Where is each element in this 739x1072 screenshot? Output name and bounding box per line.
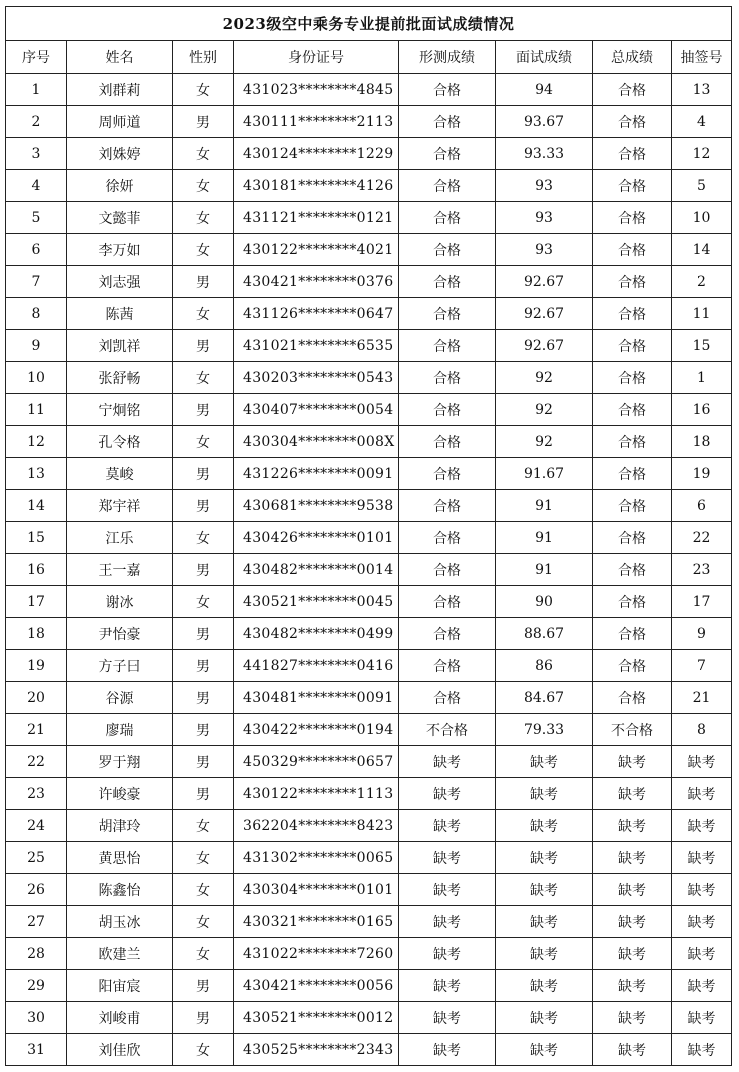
cell-lot-number: 23 xyxy=(672,554,732,586)
cell-name: 刘峻甫 xyxy=(67,1002,173,1034)
cell-physical-test: 缺考 xyxy=(399,874,496,906)
column-header-interview-score: 面试成绩 xyxy=(496,41,593,74)
cell-physical-test: 合格 xyxy=(399,298,496,330)
cell-interview-score: 缺考 xyxy=(496,810,593,842)
table-row xyxy=(6,234,732,266)
cell-interview-score: 92.67 xyxy=(496,298,593,330)
cell-total-result: 合格 xyxy=(593,458,672,490)
cell-gender: 男 xyxy=(173,458,234,490)
cell-total-result: 合格 xyxy=(593,266,672,298)
cell-name: 阳宙宸 xyxy=(67,970,173,1002)
cell-index: 14 xyxy=(6,490,67,522)
cell-id-number: 430422********0194 xyxy=(234,714,399,746)
cell-id-number: 430122********4021 xyxy=(234,234,399,266)
table-row xyxy=(6,138,732,170)
cell-index: 17 xyxy=(6,586,67,618)
cell-total-result: 合格 xyxy=(593,554,672,586)
cell-gender: 男 xyxy=(173,106,234,138)
cell-total-result: 合格 xyxy=(593,330,672,362)
cell-gender: 女 xyxy=(173,586,234,618)
table-row xyxy=(6,682,732,714)
cell-index: 12 xyxy=(6,426,67,458)
cell-gender: 男 xyxy=(173,1002,234,1034)
cell-id-number: 430481********0091 xyxy=(234,682,399,714)
cell-lot-number: 5 xyxy=(672,170,732,202)
cell-index: 15 xyxy=(6,522,67,554)
table-row xyxy=(6,554,732,586)
header-row xyxy=(6,41,732,74)
cell-interview-score: 93.33 xyxy=(496,138,593,170)
cell-interview-score: 92 xyxy=(496,362,593,394)
cell-gender: 男 xyxy=(173,490,234,522)
table-row xyxy=(6,202,732,234)
cell-id-number: 430124********1229 xyxy=(234,138,399,170)
cell-gender: 女 xyxy=(173,842,234,874)
cell-physical-test: 合格 xyxy=(399,266,496,298)
cell-index: 28 xyxy=(6,938,67,970)
cell-lot-number: 缺考 xyxy=(672,842,732,874)
cell-index: 13 xyxy=(6,458,67,490)
score-sheet xyxy=(5,6,731,1066)
cell-lot-number: 缺考 xyxy=(672,1034,732,1066)
cell-lot-number: 7 xyxy=(672,650,732,682)
cell-name: 欧建兰 xyxy=(67,938,173,970)
cell-total-result: 合格 xyxy=(593,394,672,426)
cell-physical-test: 合格 xyxy=(399,202,496,234)
cell-id-number: 450329********0657 xyxy=(234,746,399,778)
cell-total-result: 缺考 xyxy=(593,746,672,778)
cell-interview-score: 缺考 xyxy=(496,874,593,906)
column-header-id-number: 身份证号 xyxy=(234,41,399,74)
cell-index: 27 xyxy=(6,906,67,938)
cell-interview-score: 缺考 xyxy=(496,778,593,810)
cell-interview-score: 94 xyxy=(496,74,593,106)
cell-name: 刘群莉 xyxy=(67,74,173,106)
cell-total-result: 合格 xyxy=(593,522,672,554)
cell-index: 2 xyxy=(6,106,67,138)
cell-total-result: 缺考 xyxy=(593,970,672,1002)
cell-lot-number: 11 xyxy=(672,298,732,330)
column-header-physical-test: 形测成绩 xyxy=(399,41,496,74)
cell-name: 许峻豪 xyxy=(67,778,173,810)
cell-lot-number: 缺考 xyxy=(672,938,732,970)
cell-total-result: 不合格 xyxy=(593,714,672,746)
cell-physical-test: 合格 xyxy=(399,362,496,394)
table-row xyxy=(6,618,732,650)
cell-lot-number: 缺考 xyxy=(672,1002,732,1034)
cell-name: 刘志强 xyxy=(67,266,173,298)
cell-index: 16 xyxy=(6,554,67,586)
cell-total-result: 合格 xyxy=(593,234,672,266)
cell-total-result: 缺考 xyxy=(593,778,672,810)
cell-index: 7 xyxy=(6,266,67,298)
cell-lot-number: 12 xyxy=(672,138,732,170)
cell-id-number: 431121********0121 xyxy=(234,202,399,234)
cell-interview-score: 93.67 xyxy=(496,106,593,138)
cell-name: 江乐 xyxy=(67,522,173,554)
column-header-index: 序号 xyxy=(6,41,67,74)
cell-index: 3 xyxy=(6,138,67,170)
cell-id-number: 430304********0101 xyxy=(234,874,399,906)
cell-total-result: 合格 xyxy=(593,298,672,330)
table-row xyxy=(6,330,732,362)
cell-gender: 男 xyxy=(173,266,234,298)
cell-total-result: 合格 xyxy=(593,618,672,650)
cell-gender: 女 xyxy=(173,874,234,906)
cell-interview-score: 缺考 xyxy=(496,1002,593,1034)
table-row xyxy=(6,810,732,842)
cell-lot-number: 9 xyxy=(672,618,732,650)
cell-lot-number: 19 xyxy=(672,458,732,490)
cell-physical-test: 缺考 xyxy=(399,1034,496,1066)
cell-id-number: 430407********0054 xyxy=(234,394,399,426)
cell-lot-number: 22 xyxy=(672,522,732,554)
cell-total-result: 合格 xyxy=(593,170,672,202)
title-row xyxy=(6,7,732,41)
cell-id-number: 430482********0014 xyxy=(234,554,399,586)
cell-lot-number: 2 xyxy=(672,266,732,298)
cell-name: 莫峻 xyxy=(67,458,173,490)
cell-total-result: 缺考 xyxy=(593,842,672,874)
cell-physical-test: 合格 xyxy=(399,234,496,266)
cell-total-result: 合格 xyxy=(593,586,672,618)
table-row xyxy=(6,746,732,778)
table-row xyxy=(6,714,732,746)
cell-id-number: 430304********008X xyxy=(234,426,399,458)
cell-physical-test: 合格 xyxy=(399,650,496,682)
cell-physical-test: 合格 xyxy=(399,586,496,618)
cell-index: 23 xyxy=(6,778,67,810)
cell-physical-test: 缺考 xyxy=(399,938,496,970)
column-header-gender: 性别 xyxy=(173,41,234,74)
cell-lot-number: 1 xyxy=(672,362,732,394)
cell-name: 徐妍 xyxy=(67,170,173,202)
cell-name: 廖瑞 xyxy=(67,714,173,746)
cell-total-result: 合格 xyxy=(593,682,672,714)
cell-gender: 男 xyxy=(173,650,234,682)
cell-total-result: 合格 xyxy=(593,202,672,234)
cell-index: 10 xyxy=(6,362,67,394)
table-row xyxy=(6,970,732,1002)
cell-name: 胡津玲 xyxy=(67,810,173,842)
cell-physical-test: 合格 xyxy=(399,106,496,138)
cell-lot-number: 8 xyxy=(672,714,732,746)
cell-lot-number: 缺考 xyxy=(672,810,732,842)
cell-name: 胡玉冰 xyxy=(67,906,173,938)
cell-physical-test: 合格 xyxy=(399,426,496,458)
table-row xyxy=(6,394,732,426)
cell-gender: 女 xyxy=(173,906,234,938)
cell-id-number: 431302********0065 xyxy=(234,842,399,874)
table-row xyxy=(6,522,732,554)
cell-id-number: 431023********4845 xyxy=(234,74,399,106)
cell-physical-test: 合格 xyxy=(399,522,496,554)
cell-id-number: 430321********0165 xyxy=(234,906,399,938)
table-row xyxy=(6,298,732,330)
cell-lot-number: 21 xyxy=(672,682,732,714)
cell-name: 谷源 xyxy=(67,682,173,714)
cell-lot-number: 缺考 xyxy=(672,906,732,938)
cell-gender: 男 xyxy=(173,394,234,426)
cell-lot-number: 10 xyxy=(672,202,732,234)
cell-lot-number: 缺考 xyxy=(672,746,732,778)
cell-index: 21 xyxy=(6,714,67,746)
cell-id-number: 430111********2113 xyxy=(234,106,399,138)
cell-gender: 女 xyxy=(173,170,234,202)
cell-lot-number: 4 xyxy=(672,106,732,138)
column-header-total-result: 总成绩 xyxy=(593,41,672,74)
cell-id-number: 430521********0045 xyxy=(234,586,399,618)
cell-lot-number: 17 xyxy=(672,586,732,618)
table-row xyxy=(6,842,732,874)
cell-total-result: 合格 xyxy=(593,426,672,458)
table-row xyxy=(6,170,732,202)
table-row xyxy=(6,874,732,906)
cell-gender: 女 xyxy=(173,74,234,106)
column-header-name: 姓名 xyxy=(67,41,173,74)
cell-interview-score: 缺考 xyxy=(496,1034,593,1066)
cell-interview-score: 84.67 xyxy=(496,682,593,714)
cell-physical-test: 合格 xyxy=(399,170,496,202)
cell-index: 29 xyxy=(6,970,67,1002)
cell-physical-test: 缺考 xyxy=(399,906,496,938)
cell-total-result: 合格 xyxy=(593,106,672,138)
cell-name: 方子曰 xyxy=(67,650,173,682)
table-row xyxy=(6,906,732,938)
table-row xyxy=(6,1034,732,1066)
cell-physical-test: 合格 xyxy=(399,682,496,714)
cell-gender: 男 xyxy=(173,778,234,810)
cell-interview-score: 90 xyxy=(496,586,593,618)
cell-id-number: 431022********7260 xyxy=(234,938,399,970)
cell-name: 陈鑫怡 xyxy=(67,874,173,906)
cell-interview-score: 92.67 xyxy=(496,330,593,362)
cell-gender: 男 xyxy=(173,618,234,650)
cell-interview-score: 92.67 xyxy=(496,266,593,298)
cell-total-result: 缺考 xyxy=(593,1002,672,1034)
cell-index: 25 xyxy=(6,842,67,874)
cell-index: 1 xyxy=(6,74,67,106)
cell-physical-test: 缺考 xyxy=(399,810,496,842)
table-row xyxy=(6,586,732,618)
table-row xyxy=(6,938,732,970)
cell-lot-number: 14 xyxy=(672,234,732,266)
cell-name: 尹怡豪 xyxy=(67,618,173,650)
cell-index: 31 xyxy=(6,1034,67,1066)
cell-index: 19 xyxy=(6,650,67,682)
cell-lot-number: 18 xyxy=(672,426,732,458)
cell-total-result: 缺考 xyxy=(593,810,672,842)
table-row xyxy=(6,650,732,682)
cell-interview-score: 88.67 xyxy=(496,618,593,650)
cell-index: 24 xyxy=(6,810,67,842)
cell-index: 4 xyxy=(6,170,67,202)
cell-name: 王一嘉 xyxy=(67,554,173,586)
table-body xyxy=(6,7,732,1066)
cell-interview-score: 91 xyxy=(496,554,593,586)
cell-lot-number: 缺考 xyxy=(672,874,732,906)
cell-id-number: 430122********1113 xyxy=(234,778,399,810)
cell-name: 陈茜 xyxy=(67,298,173,330)
cell-name: 黄思怡 xyxy=(67,842,173,874)
score-table xyxy=(5,6,732,1066)
cell-name: 李万如 xyxy=(67,234,173,266)
cell-physical-test: 合格 xyxy=(399,458,496,490)
cell-id-number: 430181********4126 xyxy=(234,170,399,202)
cell-total-result: 合格 xyxy=(593,490,672,522)
cell-physical-test: 合格 xyxy=(399,74,496,106)
cell-name: 罗于翔 xyxy=(67,746,173,778)
cell-id-number: 441827********0416 xyxy=(234,650,399,682)
cell-gender: 女 xyxy=(173,426,234,458)
cell-interview-score: 91.67 xyxy=(496,458,593,490)
table-row xyxy=(6,74,732,106)
cell-total-result: 缺考 xyxy=(593,938,672,970)
table-row xyxy=(6,490,732,522)
cell-interview-score: 92 xyxy=(496,394,593,426)
cell-name: 郑宇祥 xyxy=(67,490,173,522)
table-title: 2023级空中乘务专业提前批面试成绩情况 xyxy=(6,7,732,41)
cell-index: 22 xyxy=(6,746,67,778)
cell-name: 刘佳欣 xyxy=(67,1034,173,1066)
cell-gender: 女 xyxy=(173,138,234,170)
cell-total-result: 合格 xyxy=(593,650,672,682)
cell-physical-test: 合格 xyxy=(399,618,496,650)
cell-name: 刘姝婷 xyxy=(67,138,173,170)
cell-index: 6 xyxy=(6,234,67,266)
cell-index: 11 xyxy=(6,394,67,426)
cell-gender: 男 xyxy=(173,330,234,362)
cell-index: 20 xyxy=(6,682,67,714)
cell-total-result: 缺考 xyxy=(593,874,672,906)
cell-index: 18 xyxy=(6,618,67,650)
cell-interview-score: 缺考 xyxy=(496,746,593,778)
cell-gender: 男 xyxy=(173,554,234,586)
cell-index: 5 xyxy=(6,202,67,234)
cell-gender: 女 xyxy=(173,362,234,394)
cell-id-number: 430681********9538 xyxy=(234,490,399,522)
cell-name: 宁炯铭 xyxy=(67,394,173,426)
column-header-lot-number: 抽签号 xyxy=(672,41,732,74)
cell-id-number: 430421********0056 xyxy=(234,970,399,1002)
cell-index: 8 xyxy=(6,298,67,330)
cell-total-result: 合格 xyxy=(593,74,672,106)
cell-gender: 女 xyxy=(173,938,234,970)
cell-id-number: 431226********0091 xyxy=(234,458,399,490)
cell-gender: 男 xyxy=(173,682,234,714)
cell-id-number: 430421********0376 xyxy=(234,266,399,298)
cell-physical-test: 合格 xyxy=(399,554,496,586)
cell-name: 周师道 xyxy=(67,106,173,138)
cell-physical-test: 缺考 xyxy=(399,1002,496,1034)
cell-physical-test: 合格 xyxy=(399,138,496,170)
cell-gender: 女 xyxy=(173,234,234,266)
cell-id-number: 430521********0012 xyxy=(234,1002,399,1034)
cell-gender: 女 xyxy=(173,202,234,234)
cell-gender: 女 xyxy=(173,522,234,554)
cell-id-number: 431021********6535 xyxy=(234,330,399,362)
cell-physical-test: 缺考 xyxy=(399,778,496,810)
cell-gender: 女 xyxy=(173,298,234,330)
cell-interview-score: 86 xyxy=(496,650,593,682)
table-row xyxy=(6,778,732,810)
cell-id-number: 430525********2343 xyxy=(234,1034,399,1066)
cell-physical-test: 缺考 xyxy=(399,970,496,1002)
cell-lot-number: 缺考 xyxy=(672,778,732,810)
cell-lot-number: 16 xyxy=(672,394,732,426)
cell-id-number: 362204********8423 xyxy=(234,810,399,842)
cell-physical-test: 合格 xyxy=(399,330,496,362)
cell-id-number: 430482********0499 xyxy=(234,618,399,650)
cell-name: 孔令格 xyxy=(67,426,173,458)
cell-index: 9 xyxy=(6,330,67,362)
cell-total-result: 合格 xyxy=(593,362,672,394)
table-row xyxy=(6,362,732,394)
cell-physical-test: 缺考 xyxy=(399,746,496,778)
cell-lot-number: 13 xyxy=(672,74,732,106)
cell-lot-number: 缺考 xyxy=(672,970,732,1002)
cell-interview-score: 91 xyxy=(496,522,593,554)
cell-id-number: 430203********0543 xyxy=(234,362,399,394)
cell-gender: 男 xyxy=(173,746,234,778)
cell-interview-score: 缺考 xyxy=(496,970,593,1002)
cell-total-result: 缺考 xyxy=(593,1034,672,1066)
cell-index: 30 xyxy=(6,1002,67,1034)
cell-interview-score: 93 xyxy=(496,202,593,234)
cell-interview-score: 缺考 xyxy=(496,938,593,970)
table-row xyxy=(6,106,732,138)
cell-interview-score: 92 xyxy=(496,426,593,458)
cell-total-result: 缺考 xyxy=(593,906,672,938)
cell-interview-score: 93 xyxy=(496,170,593,202)
cell-physical-test: 合格 xyxy=(399,490,496,522)
cell-id-number: 431126********0647 xyxy=(234,298,399,330)
cell-gender: 女 xyxy=(173,810,234,842)
cell-id-number: 430426********0101 xyxy=(234,522,399,554)
cell-interview-score: 缺考 xyxy=(496,842,593,874)
cell-total-result: 合格 xyxy=(593,138,672,170)
cell-name: 文懿菲 xyxy=(67,202,173,234)
cell-physical-test: 不合格 xyxy=(399,714,496,746)
table-row xyxy=(6,426,732,458)
cell-physical-test: 缺考 xyxy=(399,842,496,874)
cell-lot-number: 6 xyxy=(672,490,732,522)
cell-interview-score: 79.33 xyxy=(496,714,593,746)
cell-interview-score: 91 xyxy=(496,490,593,522)
cell-gender: 男 xyxy=(173,714,234,746)
cell-name: 张舒畅 xyxy=(67,362,173,394)
cell-interview-score: 93 xyxy=(496,234,593,266)
cell-name: 刘凯祥 xyxy=(67,330,173,362)
cell-lot-number: 15 xyxy=(672,330,732,362)
cell-interview-score: 缺考 xyxy=(496,906,593,938)
table-row xyxy=(6,458,732,490)
table-row xyxy=(6,266,732,298)
cell-name: 谢冰 xyxy=(67,586,173,618)
cell-index: 26 xyxy=(6,874,67,906)
cell-physical-test: 合格 xyxy=(399,394,496,426)
cell-gender: 男 xyxy=(173,970,234,1002)
table-row xyxy=(6,1002,732,1034)
cell-gender: 女 xyxy=(173,1034,234,1066)
